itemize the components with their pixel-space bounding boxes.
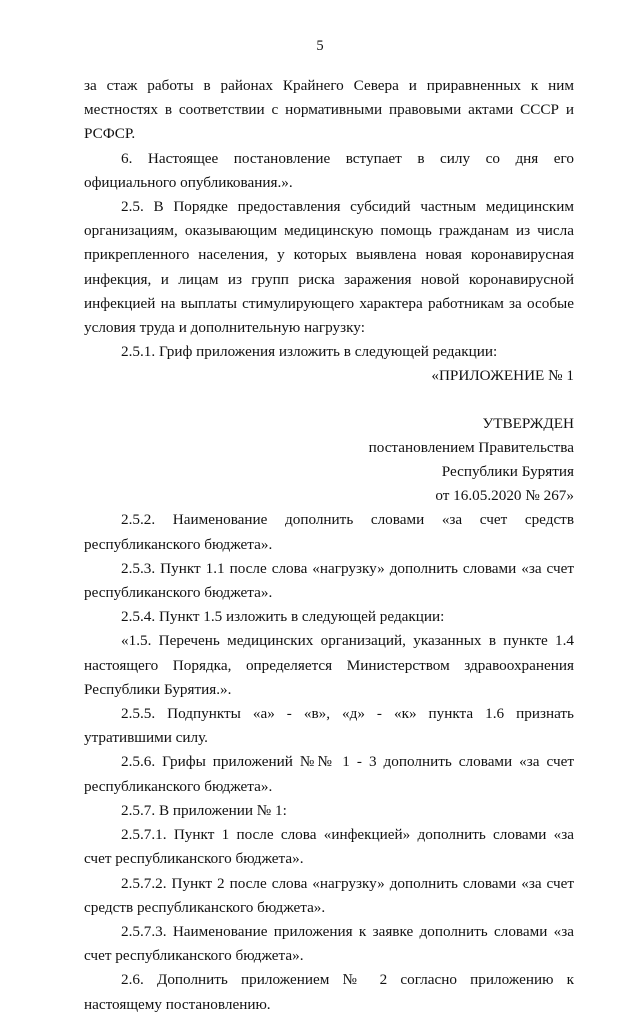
- paragraph-2-5-7-2: 2.5.7.2. Пункт 2 после слова «нагрузку» дополнить словами «за счет средств республиканского бюджета».: [84, 874, 574, 916]
- paragraph-2-5-7: 2.5.7. В приложении № 1:: [121, 801, 287, 819]
- paragraph-2-5-5: 2.5.5. Подпункты «а» - «в», «д» - «к» пункта 1.6 признать утратившими силу.: [84, 705, 574, 747]
- paragraph-2-5-7-3: 2.5.7.3. Наименование приложения к заявке дополнить словами «за счет республиканского бюджета».: [84, 922, 574, 965]
- paragraph-2-5-6: 2.5.6. Грифы приложений №№ 1 - 3 дополнить словами «за счет республиканского бюджета».: [84, 753, 574, 795]
- approval-line-1: постановлением Правительства: [368, 438, 574, 456]
- paragraph-2-5: 2.5. В Порядке предоставления субсидий частным медицинским организациям, оказывающим медицинскую помощь гражданам из числа прикрепленного населения, у которых выявлена новая коронавирусная инфекция, и лицам из групп риска заражения новой коронавирусной инфекцией на выплаты стимулирующего характера работникам за особые условия труда и дополнительную нагрузку:: [84, 198, 574, 337]
- paragraph-2-5-1: 2.5.1. Гриф приложения изложить в следующей редакции:: [121, 343, 498, 361]
- spacer: [84, 389, 574, 412]
- approval-block: [84, 412, 574, 509]
- paragraph-2-5-7-1: 2.5.7.1. Пункт 1 после слова «инфекцией» дополнить словами «за счет республиканского бюджета».: [84, 826, 574, 868]
- appendix-label: «ПРИЛОЖЕНИЕ № 1: [431, 367, 574, 385]
- approval-line-3: от 16.05.2020 № 267»: [435, 487, 574, 505]
- paragraph-2-5-3: 2.5.3. Пункт 1.1 после слова «нагрузку» дополнить словами «за счет республиканского бюджета».: [84, 559, 574, 602]
- approval-line-2: Республики Бурятия: [441, 463, 574, 481]
- page-number: 5: [316, 38, 324, 54]
- paragraph-2-5-4: 2.5.4. Пункт 1.5 изложить в следующей редакции:: [121, 608, 445, 626]
- paragraph-2-6: 2.6. Дополнить приложением № 2 согласно приложению к настоящему постановлению.: [84, 971, 574, 1013]
- approval-title: УТВЕРЖДЕН: [482, 414, 574, 432]
- paragraph-1-5-quote: «1.5. Перечень медицинских организаций, указанных в пункте 1.4 настоящего Порядка, определяется Министерством здравоохранения Республики Бурятия.».: [84, 632, 574, 698]
- paragraph-continuation: за стаж работы в районах Крайнего Севера и приравненных к ним местностях в соответствии с нормативными правовыми актами СССР и РСФСР.: [84, 77, 574, 143]
- paragraph-6: 6. Настоящее постановление вступает в силу со дня его официального опубликования.».: [84, 149, 574, 191]
- paragraph-2-5-2: 2.5.2. Наименование дополнить словами «за счет средств республиканского бюджета».: [84, 511, 574, 553]
- document-body: [84, 74, 574, 1017]
